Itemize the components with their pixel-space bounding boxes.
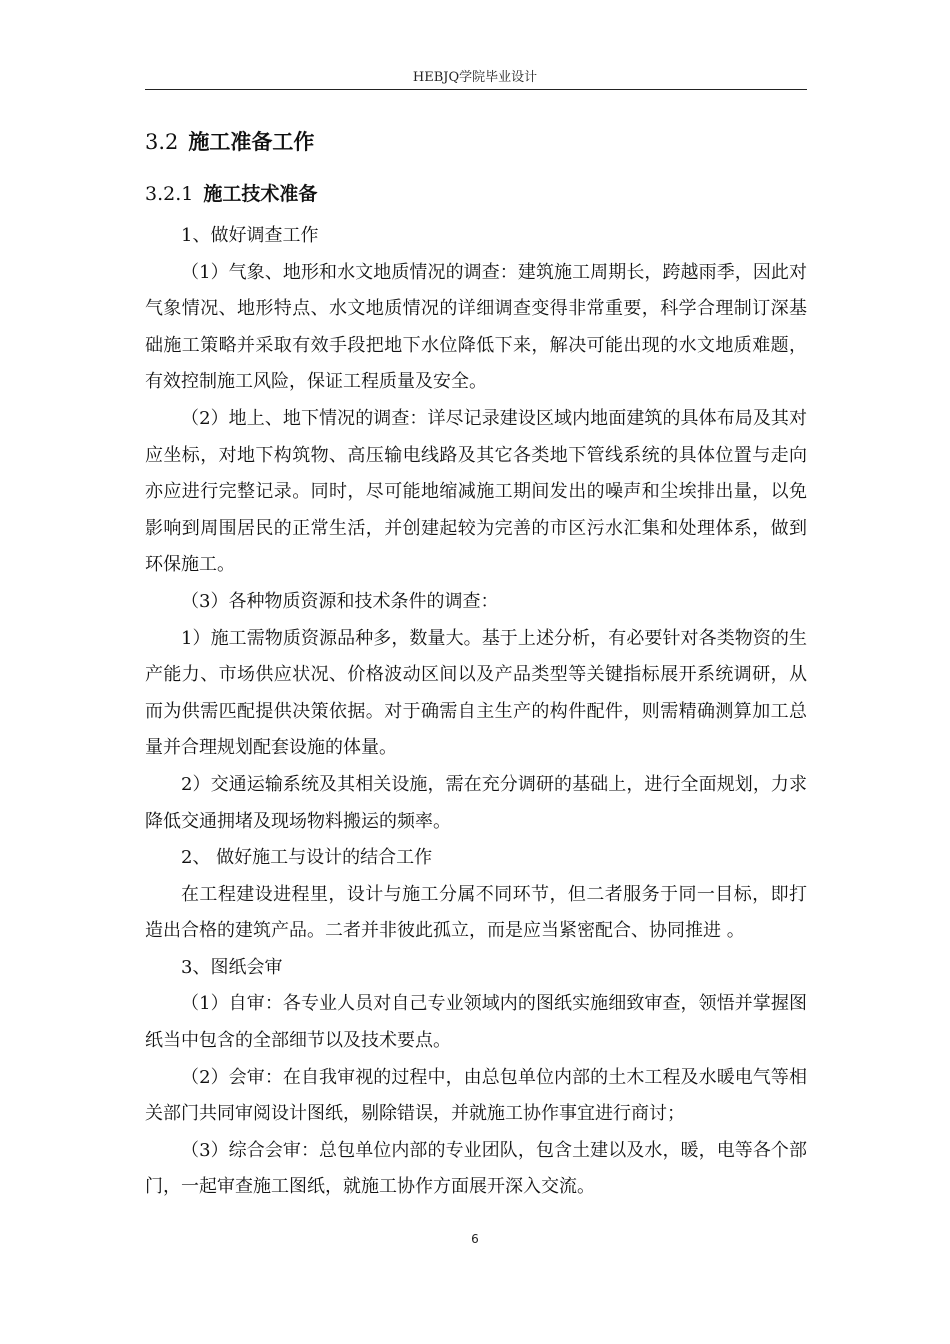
- paragraph: 在工程建设进程里，设计与施工分属不同环节，但二者服务于同一目标，即打造出合格的建筑产品。二者并非彼此孤立，而是应当紧密配合、协同推进 。: [145, 883, 807, 942]
- paragraph: 2、 做好施工与设计的结合工作: [181, 847, 433, 869]
- paragraph: （1）气象、地形和水文地质情况的调查：建筑施工周期长，跨越雨季，因此对气象情况、地形特点、水文地质情况的详细调查变得非常重要，科学合理制订深基础施工策略并采取有效手段把地下水位降低下来，解决可能出现的水文地质难题，有效控制施工风险，保证工程质量及安全。: [145, 261, 807, 393]
- paragraph: （1）自审：各专业人员对自己专业领域内的图纸实施细致审查，领悟并掌握图纸当中包含的全部细节以及技术要点。: [145, 993, 807, 1052]
- body-text: [145, 218, 807, 1206]
- subsection-title: 施工技术准备: [203, 183, 318, 205]
- header-divider: [145, 89, 807, 90]
- section-heading: [145, 126, 314, 156]
- running-header: HEBJQ学院毕业设计: [412, 70, 538, 85]
- paragraph: 3、图纸会审: [181, 956, 283, 978]
- paragraph: 2）交通运输系统及其相关设施，需在充分调研的基础上，进行全面规划，力求降低交通拥堵及现场物料搬运的频率。: [145, 773, 807, 832]
- subsection-number: 3.2.1: [145, 183, 194, 205]
- paragraph: （3）各种物质资源和技术条件的调查：: [181, 590, 499, 612]
- section-title: 施工准备工作: [188, 130, 315, 154]
- paragraph: 1）施工需物质资源品种多，数量大。基于上述分析，有必要针对各类物资的生产能力、市场供应状况、价格波动区间以及产品类型等关键指标展开系统调研，从而为供需匹配提供决策依据。对于确需自主生产的构件配件，则需精确测算加工总量并合理规划配套设施的体量。: [145, 627, 807, 759]
- paragraph: 1、做好调查工作: [181, 225, 319, 246]
- subsection-heading: [145, 179, 317, 206]
- section-number: 3.2: [145, 130, 179, 154]
- paragraph: （2）会审：在自我审视的过程中，由总包单位内部的土木工程及水暖电气等相关部门共同审阅设计图纸，剔除错误，并就施工协作事宜进行商讨；: [145, 1066, 807, 1125]
- paragraph: （3）综合会审：总包单位内部的专业团队，包含土建以及水，暖，电等各个部门，一起审查施工图纸，就施工协作方面展开深入交流。: [145, 1139, 807, 1198]
- page-number: 6: [471, 1232, 479, 1246]
- paragraph: （2）地上、地下情况的调查：详尽记录建设区域内地面建筑的具体布局及其对应坐标，对地下构筑物、高压输电线路及其它各类地下管线系统的具体位置与走向亦应进行完整记录。同时，尽可能地缩减施工期间发出的噪声和尘埃排出量，以免影响到周围居民的正常生活，并创建起较为完善的市区污水汇集和处理体系，做到环保施工。: [145, 407, 807, 576]
